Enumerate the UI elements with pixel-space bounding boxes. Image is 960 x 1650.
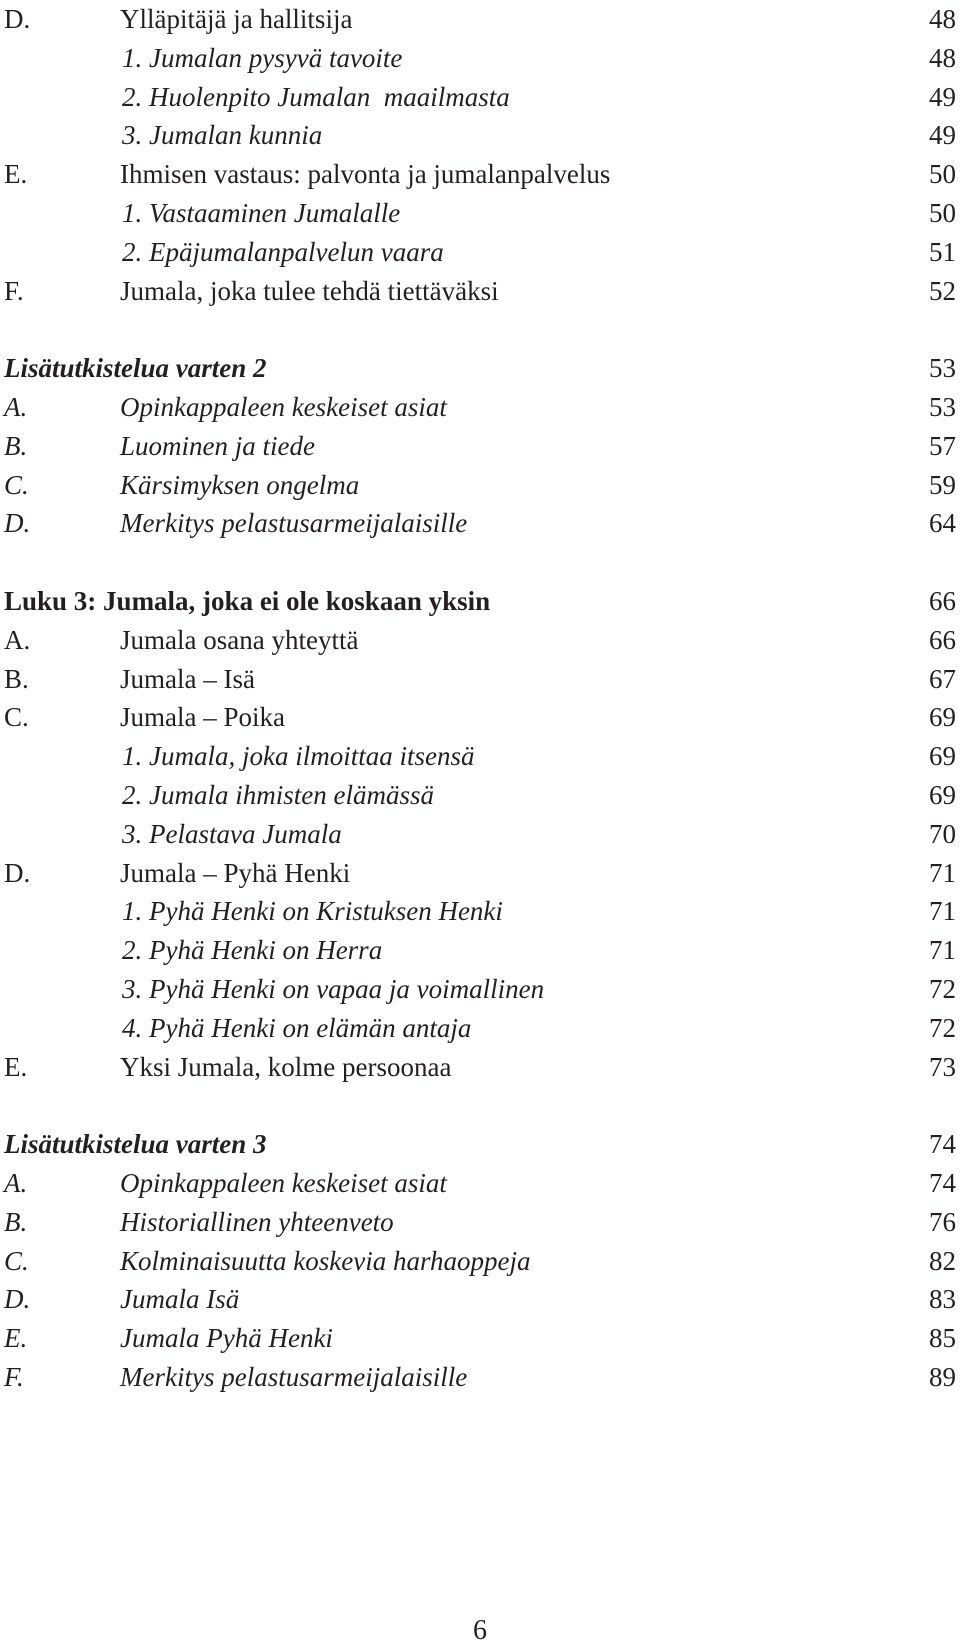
toc-entry-title: 3. Pelastava Jumala <box>122 818 342 849</box>
toc-entry-title: Jumala Pyhä Henki <box>120 1323 333 1354</box>
toc-entry <box>4 1164 956 1203</box>
toc-entry-letter: B. <box>4 1206 28 1237</box>
toc-entry-letter: C. <box>4 702 29 733</box>
toc-entry-page: 59 <box>929 469 956 500</box>
toc-entry-letter: B. <box>4 663 29 694</box>
toc-subentry <box>4 1009 956 1048</box>
toc-entry-page: 57 <box>929 430 956 461</box>
page-number: 6 <box>473 1615 487 1646</box>
toc-entry-title: Jumala – Poika <box>120 702 285 733</box>
toc-subentry <box>4 39 956 78</box>
toc-chapter-title: Luku 3: Jumala, joka ei ole koskaan yksin <box>4 585 491 616</box>
toc-entry-page: 52 <box>929 275 956 306</box>
table-of-contents <box>4 0 956 1397</box>
toc-entry-title: Opinkappaleen keskeiset asiat <box>120 1167 447 1198</box>
toc-entry-page: 66 <box>929 585 956 616</box>
toc-entry-page: 50 <box>929 197 956 228</box>
toc-subentry <box>4 892 956 931</box>
toc-entry-letter: D. <box>4 857 31 888</box>
toc-entry-title: Jumala Isä <box>120 1284 240 1315</box>
toc-entry-page: 82 <box>929 1245 956 1276</box>
toc-entry-title: Historiallinen yhteenveto <box>120 1206 394 1237</box>
toc-entry-title: 2. Epäjumalanpalvelun vaara <box>122 236 444 267</box>
toc-entry-title: 1. Vastaaminen Jumalalle <box>122 197 401 228</box>
toc-entry-letter: F. <box>4 275 24 306</box>
toc-entry <box>4 155 956 194</box>
toc-entry-title: Jumala osana yhteyttä <box>120 624 359 655</box>
toc-entry-page: 53 <box>929 353 956 384</box>
toc-entry-letter: E. <box>4 159 28 190</box>
toc-heading-title: Lisätutkistelua varten 3 <box>4 1129 267 1160</box>
toc-entry-page: 83 <box>929 1284 956 1315</box>
toc-entry-title: Opinkappaleen keskeiset asiat <box>120 391 447 422</box>
toc-entry-title: Ihmisen vastaus: palvonta ja jumalanpalvelus <box>120 159 611 190</box>
toc-entry-title: 2. Jumala ihmisten elämässä <box>122 779 434 810</box>
toc-subentry <box>4 233 956 272</box>
toc-entry-title: 3. Jumalan kunnia <box>122 120 323 151</box>
toc-subentry <box>4 815 956 854</box>
toc-entry-letter: D. <box>4 508 31 539</box>
toc-entry-title: Jumala – Isä <box>120 663 255 694</box>
toc-entry-title: Luominen ja tiede <box>120 430 315 461</box>
toc-entry-title: Jumala, joka tulee tehdä tiettäväksi <box>120 275 499 306</box>
toc-entry-letter: A. <box>4 624 31 655</box>
toc-entry-page: 70 <box>929 818 956 849</box>
toc-subentry <box>4 78 956 117</box>
toc-entry-title: Jumala – Pyhä Henki <box>120 857 351 888</box>
toc-entry <box>4 1358 956 1397</box>
toc-entry-page: 71 <box>929 857 956 888</box>
toc-entry <box>4 1048 956 1087</box>
toc-entry-page: 49 <box>929 81 956 112</box>
toc-entry-letter: E. <box>4 1051 28 1082</box>
toc-entry-letter: E. <box>4 1323 28 1354</box>
toc-entry-page: 85 <box>929 1323 956 1354</box>
toc-entry-title: 2. Pyhä Henki on Herra <box>122 935 383 966</box>
toc-entry-title: Merkitys pelastusarmeijalaisille <box>120 1361 468 1392</box>
toc-subentry <box>4 737 956 776</box>
toc-entry-page: 53 <box>929 391 956 422</box>
toc-entry-letter: D. <box>4 4 31 34</box>
toc-entry-letter: F. <box>4 1361 24 1392</box>
toc-entry-title: Kärsimyksen ongelma <box>120 469 360 500</box>
toc-entry-page: 69 <box>929 779 956 810</box>
toc-subentry <box>4 116 956 155</box>
toc-entry-letter: C. <box>4 1245 29 1276</box>
toc-entry-title: Yksi Jumala, kolme persoonaa <box>120 1051 452 1082</box>
toc-entry-page: 51 <box>929 236 956 267</box>
toc-entry-page: 71 <box>929 935 956 966</box>
toc-entry-letter: C. <box>4 469 29 500</box>
toc-entry-title: Merkitys pelastusarmeijalaisille <box>120 508 468 539</box>
toc-entry-page: 69 <box>929 702 956 733</box>
toc-entry-title: 2. Huolenpito Jumalan maailmasta <box>122 81 510 112</box>
toc-entry <box>4 1280 956 1319</box>
toc-entry-title: 1. Jumalan pysyvä tavoite <box>122 42 403 73</box>
toc-entry <box>4 466 956 505</box>
toc-entry-page: 48 <box>929 42 956 73</box>
toc-subentry <box>4 970 956 1009</box>
toc-entry-page: 72 <box>929 973 956 1004</box>
toc-entry-page: 69 <box>929 741 956 772</box>
toc-entry <box>4 621 956 660</box>
toc-heading-title: Lisätutkistelua varten 2 <box>4 353 267 384</box>
toc-entry-page: 64 <box>929 508 956 539</box>
toc-subentry <box>4 194 956 233</box>
toc-entry-letter: B. <box>4 430 28 461</box>
toc-entry-title: Ylläpitäjä ja hallitsija <box>120 4 353 34</box>
toc-entry-page: 48 <box>929 4 956 34</box>
toc-entry-page: 73 <box>929 1051 956 1082</box>
toc-entry-letter: D. <box>4 1284 31 1315</box>
toc-entry-page: 50 <box>929 159 956 190</box>
toc-entry-title: Kolminaisuutta koskevia harhaoppeja <box>120 1245 531 1276</box>
toc-entry <box>4 427 956 466</box>
toc-entry-page: 89 <box>929 1361 956 1392</box>
toc-entry <box>4 1242 956 1281</box>
toc-entry-page: 74 <box>929 1129 956 1160</box>
toc-entry <box>4 660 956 699</box>
toc-entry <box>4 0 956 39</box>
toc-entry-page: 71 <box>929 896 956 927</box>
toc-entry <box>4 272 956 311</box>
toc-supplement-heading <box>4 349 956 388</box>
toc-entry-page: 76 <box>929 1206 956 1237</box>
toc-entry-page: 67 <box>929 663 956 694</box>
toc-subentry <box>4 931 956 970</box>
toc-entry <box>4 504 956 543</box>
toc-entry <box>4 388 956 427</box>
toc-entry <box>4 854 956 893</box>
toc-entry <box>4 1203 956 1242</box>
toc-supplement-heading <box>4 1125 956 1164</box>
toc-entry-page: 49 <box>929 120 956 151</box>
toc-chapter-heading <box>4 582 956 621</box>
toc-entry <box>4 1319 956 1358</box>
toc-entry-title: 4. Pyhä Henki on elämän antaja <box>122 1012 472 1043</box>
toc-entry-title: 1. Jumala, joka ilmoittaa itsensä <box>122 741 475 772</box>
toc-entry-page: 72 <box>929 1012 956 1043</box>
toc-subentry <box>4 776 956 815</box>
toc-entry-letter: A. <box>4 1167 28 1198</box>
toc-entry-title: 1. Pyhä Henki on Kristuksen Henki <box>122 896 503 927</box>
toc-entry-page: 74 <box>929 1167 956 1198</box>
toc-entry-title: 3. Pyhä Henki on vapaa ja voimallinen <box>122 973 545 1004</box>
toc-entry-page: 66 <box>929 624 956 655</box>
toc-entry <box>4 698 956 737</box>
toc-entry-letter: A. <box>4 391 28 422</box>
